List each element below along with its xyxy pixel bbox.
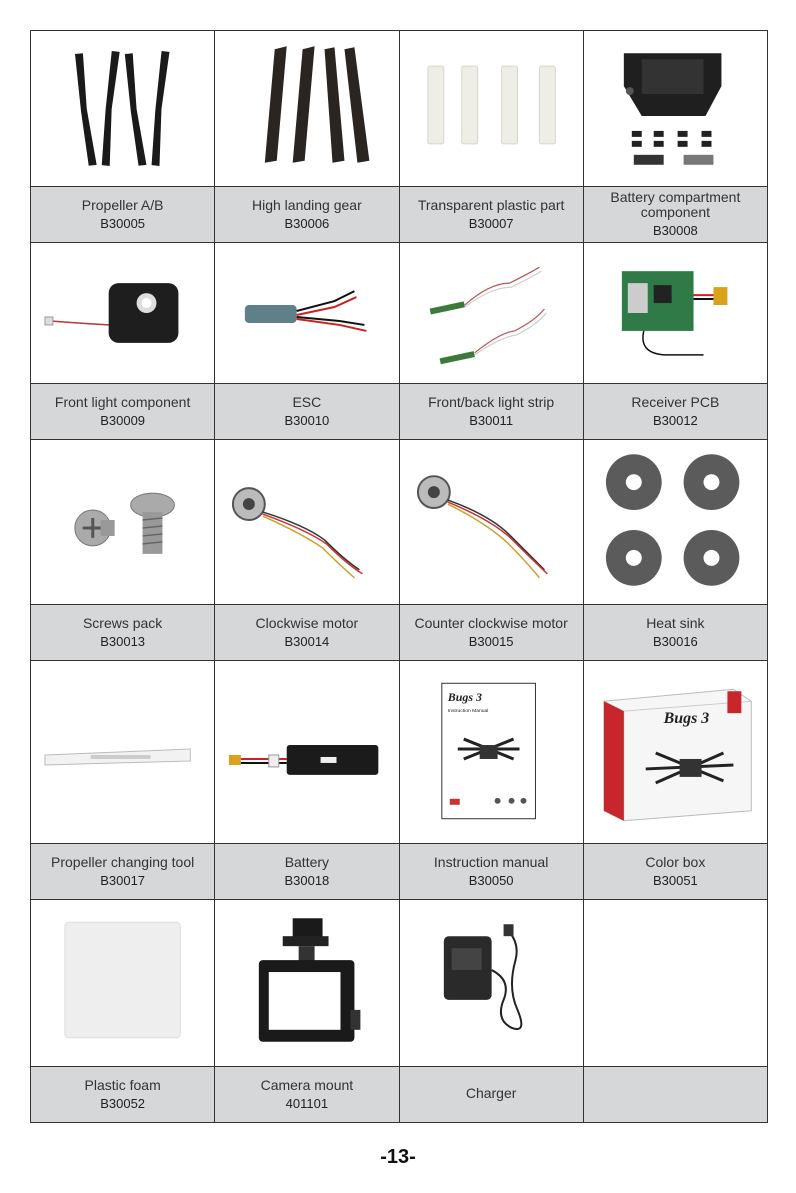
- part-code: B30015: [468, 633, 514, 649]
- part-label: [584, 843, 767, 899]
- parts-row: [31, 243, 767, 440]
- tool-icon: [31, 661, 214, 843]
- manual-icon: [400, 661, 583, 843]
- part-cell: [31, 243, 215, 439]
- part-name: ESC: [292, 393, 322, 410]
- camera-mount-icon: [215, 900, 398, 1066]
- part-cell: [584, 31, 767, 242]
- part-cell: [215, 31, 399, 242]
- part-name: Plastic foam: [84, 1076, 161, 1093]
- part-cell: [215, 661, 399, 899]
- part-code: B30018: [284, 872, 330, 888]
- part-cell: [31, 661, 215, 899]
- part-label: [584, 186, 767, 242]
- part-label: [400, 383, 583, 439]
- part-code: B30011: [469, 412, 514, 428]
- part-code: B30007: [468, 215, 514, 231]
- part-code: B30005: [100, 215, 146, 231]
- manual-title: Bugs 3: [447, 690, 482, 705]
- part-name: Propeller changing tool: [51, 853, 195, 870]
- receiver-pcb-icon: [584, 243, 767, 383]
- light-strip-icon: [400, 243, 583, 383]
- propeller-icon: [31, 31, 214, 186]
- charger-icon: [400, 900, 583, 1066]
- part-label: [31, 186, 214, 242]
- manual-subtitle: Instruction Manual: [447, 709, 488, 715]
- part-cell: [400, 31, 584, 242]
- part-name: Battery: [284, 853, 330, 870]
- part-code: B30050: [468, 872, 514, 888]
- esc-icon: [215, 243, 398, 383]
- part-code: B30012: [652, 412, 698, 428]
- heat-sink-icon: [584, 440, 767, 604]
- part-label: [584, 383, 767, 439]
- box-title: Bugs 3: [663, 710, 710, 728]
- battery-icon: [215, 661, 398, 843]
- landing-gear-icon: [215, 31, 398, 186]
- part-code: B30052: [100, 1095, 146, 1111]
- part-code: B30016: [652, 633, 698, 649]
- part-name: Front/back light strip: [428, 393, 555, 410]
- part-code: B30013: [100, 633, 146, 649]
- part-code: B30051: [652, 872, 698, 888]
- parts-row: [31, 661, 767, 900]
- part-name: Charger: [465, 1085, 517, 1101]
- part-cell: [215, 440, 399, 660]
- part-name: Camera mount: [260, 1076, 354, 1093]
- part-label: [215, 186, 398, 242]
- part-label: [400, 186, 583, 242]
- part-name: Receiver PCB: [631, 393, 720, 410]
- part-label: [400, 604, 583, 660]
- part-cell: [400, 661, 584, 899]
- part-cell: [584, 440, 767, 660]
- part-label: [215, 843, 398, 899]
- part-name: Propeller A/B: [81, 196, 164, 213]
- part-code: B30010: [284, 412, 330, 428]
- part-cell: [400, 440, 584, 660]
- part-cell: [400, 243, 584, 439]
- part-label: [31, 383, 214, 439]
- empty-image: [584, 900, 767, 1066]
- part-name: Screws pack: [82, 614, 163, 631]
- part-cell: [31, 31, 215, 242]
- parts-row: [31, 31, 767, 243]
- part-label: [400, 1066, 583, 1122]
- part-code: B30017: [100, 872, 146, 888]
- part-code: B30008: [652, 223, 698, 238]
- part-name: Transparent plastic part: [417, 196, 565, 213]
- part-name: Battery compartment component: [610, 189, 741, 220]
- part-code: B30014: [284, 633, 330, 649]
- part-cell: [584, 243, 767, 439]
- foam-icon: [31, 900, 214, 1066]
- part-label: [31, 1066, 214, 1122]
- part-name: Instruction manual: [433, 853, 549, 870]
- color-box-icon: [584, 661, 767, 843]
- part-cell: [584, 900, 767, 1122]
- screws-icon: [31, 440, 214, 604]
- part-code: B30009: [100, 412, 146, 428]
- battery-compartment-icon: [584, 31, 767, 186]
- parts-row: [31, 900, 767, 1122]
- part-cell: [31, 440, 215, 660]
- part-name: Heat sink: [646, 614, 705, 631]
- part-label: [584, 604, 767, 660]
- part-name: Counter clockwise motor: [414, 614, 568, 631]
- part-cell: [31, 900, 215, 1122]
- plastic-part-icon: [400, 31, 583, 186]
- parts-grid: [30, 30, 768, 1123]
- part-label: [400, 843, 583, 899]
- part-label: [31, 604, 214, 660]
- page-number: -13-: [380, 1146, 416, 1168]
- part-cell: [215, 243, 399, 439]
- part-name: High landing gear: [252, 196, 362, 213]
- part-cell: [400, 900, 584, 1122]
- part-label: [215, 604, 398, 660]
- part-label: [215, 1066, 398, 1122]
- part-label: [584, 1066, 767, 1122]
- part-cell: [584, 661, 767, 899]
- part-name: Front light component: [54, 393, 191, 410]
- part-name: Color box: [645, 853, 706, 870]
- part-label: [31, 843, 214, 899]
- part-name: Clockwise motor: [255, 614, 359, 631]
- part-label: [215, 383, 398, 439]
- parts-row: [31, 440, 767, 661]
- motor-icon: [215, 440, 398, 604]
- part-code: 401101: [285, 1095, 329, 1111]
- front-light-icon: [31, 243, 214, 383]
- motor-icon: [400, 440, 583, 604]
- part-cell: [215, 900, 399, 1122]
- part-code: B30006: [284, 215, 330, 231]
